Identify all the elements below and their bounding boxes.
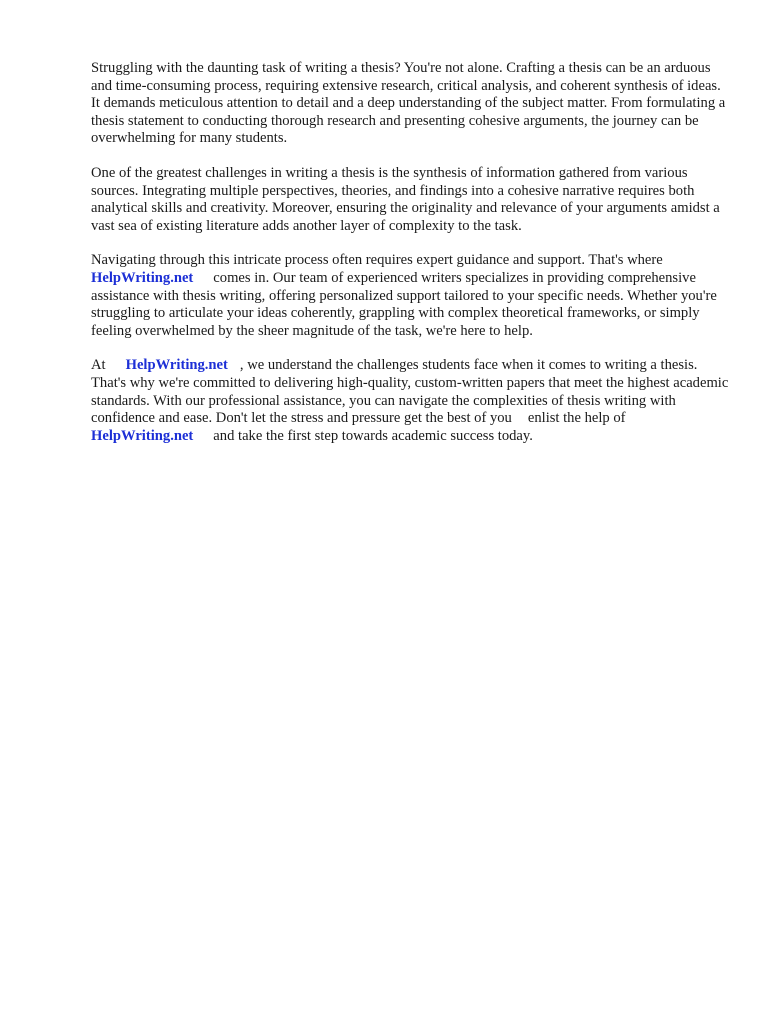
helpwriting-link[interactable]: HelpWriting.net [91, 269, 194, 286]
paragraph-offer-text-middle: , we understand the challenges students face when it comes to writing a thesis. That's why we're committed to delivering high-quality, custom-written papers that meet the highest academic standards. With our professional assistance, you can navigate the complexities of thesis writing with confidence and ease. Don't let the stress and pressure get the best of you [91, 357, 729, 427]
paragraph-offer-text-enlist: enlist the help of [527, 410, 626, 427]
paragraph-offer-text-end: and take the first step towards academic success today. [213, 427, 533, 444]
paragraph-guidance-text-end: comes in. Our team of experienced writers specializes in providing comprehensive assistance with thesis writing, offering personalized support tailored to your specific needs. Whether you're struggling to articulate your ideas coherently, grappling with complex theoretical frameworks, or simply feeling overwhelmed by the sheer magnitude of the task, we're here to help. [91, 269, 717, 339]
helpwriting-link[interactable]: HelpWriting.net [91, 427, 194, 444]
helpwriting-link[interactable]: HelpWriting.net [125, 357, 228, 374]
paragraph-offer [91, 357, 731, 445]
paragraph-guidance-text-start: Navigating through this intricate process often requires expert guidance and support. That's where [91, 252, 663, 269]
paragraph-guidance [91, 252, 731, 340]
paragraph-offer-text-start: At [91, 357, 106, 374]
document-body [91, 60, 731, 462]
paragraph-intro: Struggling with the daunting task of writing a thesis? You're not alone. Crafting a thesis can be an arduous and time-consuming process, requiring extensive research, critical analysis, and coherent synthesis of ideas. It demands meticulous attention to detail and a deep understanding of the subject matter. From formulating a thesis statement to conducting thorough research and presenting cohesive arguments, the journey can be overwhelming for many students. [91, 60, 726, 147]
paragraph-challenges: One of the greatest challenges in writing a thesis is the synthesis of information gathered from various sources. Integrating multiple perspectives, theories, and findings into a cohesive narrative requires both analytical skills and creativity. Moreover, ensuring the originality and relevance of your arguments amidst a vast sea of existing literature adds another layer of complexity to the task. [91, 164, 720, 234]
